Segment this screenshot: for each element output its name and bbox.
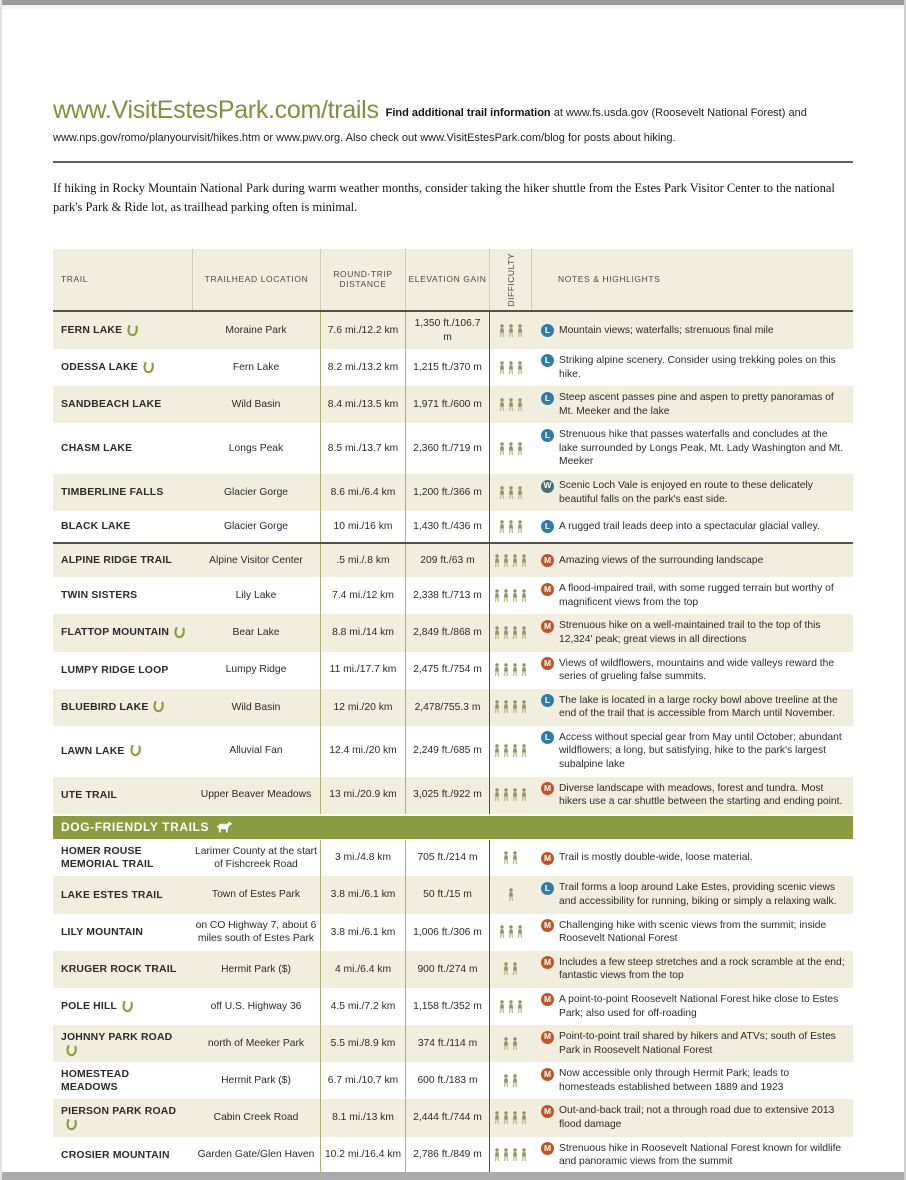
hiker-icon — [511, 700, 519, 714]
note-text: Challenging hike with scenic views from the summit; inside Roosevelt National Forest — [559, 919, 827, 945]
round-trip-distance: 3 mi./4.8 km — [320, 840, 405, 877]
elevation-gain: 3,025 ft./922 m — [405, 777, 489, 814]
elevation-gain: 2,475 ft./754 m — [405, 652, 489, 689]
round-trip-distance: 12 mi./20 km — [320, 689, 405, 726]
hiker-icon — [502, 1148, 510, 1162]
trailhead-location: Moraine Park — [225, 324, 287, 336]
hiker-icon — [498, 1000, 506, 1014]
hiker-icon — [498, 361, 506, 375]
hiker-icon — [507, 888, 515, 902]
trailhead-location: Wild Basin — [231, 701, 281, 713]
table-row — [53, 652, 853, 689]
note-text: Amazing views of the surrounding landscape — [559, 554, 764, 566]
find-info-text: at www.fs.usda.gov (Roosevelt National Forest) and www.nps.gov/romo/planyourvisit/hikes.htm or www.pwv.org. Also check out www.VisitEstesPark.com/blog for posts about hiking. — [53, 107, 807, 144]
page-content — [2, 92, 904, 1176]
hiker-icon — [507, 925, 515, 939]
category-badge-M: M — [541, 993, 554, 1006]
round-trip-distance: 10 mi./16 km — [320, 511, 405, 542]
table-row — [53, 614, 853, 651]
hiker-icon — [498, 324, 506, 338]
round-trip-distance: 5.5 mi./8.9 km — [320, 1025, 405, 1062]
trailhead-location: Town of Estes Park — [211, 889, 301, 901]
category-badge-L: L — [541, 354, 554, 367]
horseshoe-icon — [120, 1000, 134, 1013]
notes-cell — [531, 652, 853, 689]
trailhead-location: Bear Lake — [232, 627, 280, 639]
trail-name: LAWN LAKE — [53, 726, 192, 777]
round-trip-distance: 8.4 mi./13.5 km — [320, 386, 405, 423]
hiker-icon — [502, 1074, 510, 1088]
hiker-icon — [502, 663, 510, 677]
table-row — [53, 689, 853, 726]
table-row — [53, 1062, 853, 1099]
table-row — [53, 386, 853, 423]
table-row — [53, 577, 853, 614]
trail-name: FLATTOP MOUNTAIN — [53, 614, 192, 651]
hiker-icon — [516, 398, 524, 412]
note-text: A rugged trail leads deep into a spectacular glacial valley. — [559, 520, 820, 532]
hiker-icon — [498, 925, 506, 939]
note-text: Strenuous hike in Roosevelt National Forest known for wildlife and panoramic views from the summit — [559, 1142, 842, 1168]
elevation-gain: 1,215 ft./370 m — [405, 349, 489, 386]
trailhead-location: Fern Lake — [232, 361, 280, 373]
hiker-icon — [507, 486, 515, 500]
difficulty-rating — [489, 577, 531, 614]
hiker-icon — [520, 589, 528, 603]
round-trip-distance: 6.7 mi./10.7 km — [320, 1062, 405, 1099]
category-badge-M: M — [541, 657, 554, 670]
difficulty-rating — [489, 951, 531, 988]
hiker-icon — [520, 744, 528, 758]
elevation-gain: 2,249 ft./685 m — [405, 726, 489, 777]
hiker-icon — [502, 1037, 510, 1051]
dog-friendly-section-header — [53, 816, 853, 839]
trailhead-location: Larimer County at the start of Fishcreek Road — [195, 845, 317, 871]
header-notes-highlights: NOTES & HIGHLIGHTS — [531, 249, 853, 310]
table-row — [53, 1137, 853, 1174]
trailhead-location: Wild Basin — [231, 399, 281, 411]
hiker-icon — [502, 700, 510, 714]
note-text: Access without special gear from May until October; abundant wildflowers; a long, but satisfying, hike to the park's largest subalpine lake — [559, 731, 842, 770]
trailhead-location: Garden Gate/Glen Haven — [197, 1149, 315, 1161]
round-trip-distance: 8.2 mi./13.2 km — [320, 349, 405, 386]
trail-name: FERN LAKE — [53, 312, 192, 349]
note-text: Striking alpine scenery. Consider using trekking poles on this hike. — [559, 354, 836, 380]
round-trip-distance: 4.5 mi./7.2 km — [320, 988, 405, 1025]
category-badge-L: L — [541, 694, 554, 707]
elevation-gain: 50 ft./15 m — [405, 876, 489, 913]
trailhead-location: off U.S. Highway 36 — [210, 1000, 302, 1012]
hiker-icon — [502, 1111, 510, 1125]
notes-cell — [531, 544, 853, 577]
horseshoe-icon — [152, 701, 166, 714]
hiker-icon — [507, 442, 515, 456]
category-badge-M: M — [541, 1105, 554, 1118]
notes-cell — [531, 840, 853, 877]
round-trip-distance: 13 mi./20.9 km — [320, 777, 405, 814]
trailhead-location: Lily Lake — [235, 590, 277, 602]
note-text: Out-and-back trail; not a through road due to extensive 2013 flood damage — [559, 1105, 835, 1130]
hiker-icon — [493, 554, 501, 568]
category-badge-M: M — [541, 852, 554, 865]
hiker-icon — [493, 589, 501, 603]
notes-cell — [531, 876, 853, 913]
note-text: Strenuous hike on a well-maintained trail to the top of this 12,324' peak; great views in all directions — [559, 620, 821, 645]
hiker-icon — [498, 520, 506, 534]
hiker-icon — [516, 520, 524, 534]
category-badge-M: M — [541, 1068, 554, 1081]
note-text: Steep ascent passes pine and aspen to pretty panoramas of Mt. Meeker and the lake — [559, 392, 834, 417]
trailhead-location: Hermit Park ($) — [221, 1075, 291, 1087]
table-row — [53, 876, 853, 913]
category-badge-M: M — [541, 1142, 554, 1155]
hiker-icon — [507, 1000, 515, 1014]
hiker-icon — [502, 788, 510, 802]
bottom-edge-bar — [2, 1172, 904, 1180]
hiker-icon — [502, 554, 510, 568]
hiker-icon — [511, 1111, 519, 1125]
hiker-icon — [493, 700, 501, 714]
elevation-gain: 1,971 ft./600 m — [405, 386, 489, 423]
hiker-icon — [511, 1037, 519, 1051]
trail-table — [53, 249, 853, 1176]
difficulty-rating — [489, 876, 531, 913]
hiker-icon — [516, 324, 524, 338]
trailhead-location: north of Meeker Park — [207, 1037, 305, 1049]
note-text: Mountain views; waterfalls; strenuous final mile — [559, 324, 774, 336]
trailhead-location: Hermit Park ($) — [221, 963, 291, 975]
hiker-icon — [498, 486, 506, 500]
round-trip-distance: 7.6 mi./12.2 km — [320, 312, 405, 349]
elevation-gain: 1,200 ft./366 m — [405, 474, 489, 511]
category-badge-M: M — [541, 583, 554, 596]
trailhead-location: Cabin Creek Road — [213, 1112, 299, 1124]
difficulty-rating — [489, 1099, 531, 1136]
round-trip-distance: 8.8 mi./14 km — [320, 614, 405, 651]
notes-cell — [531, 511, 853, 542]
elevation-gain: 2,360 ft./719 m — [405, 423, 489, 474]
hiker-icon — [520, 700, 528, 714]
hiker-icon — [507, 520, 515, 534]
difficulty-rating — [489, 914, 531, 951]
trail-name: BLACK LAKE — [61, 521, 131, 533]
notes-cell — [531, 312, 853, 349]
note-text: Now accessible only through Hermit Park; leads to homesteads established between 1889 and 1923 — [559, 1068, 790, 1093]
notes-cell — [531, 1137, 853, 1174]
hiker-icon — [498, 442, 506, 456]
round-trip-distance: 3.8 mi./6.1 km — [320, 876, 405, 913]
trail-name: BLUEBIRD LAKE — [53, 689, 192, 726]
hiker-icon — [507, 398, 515, 412]
table-row — [53, 423, 853, 474]
round-trip-distance: .5 mi./.8 km — [320, 544, 405, 577]
header-trail: TRAIL — [61, 274, 89, 285]
main-trail-rows — [53, 312, 853, 813]
category-badge-L: L — [541, 731, 554, 744]
difficulty-rating — [489, 423, 531, 474]
difficulty-rating — [489, 689, 531, 726]
trail-name: TWIN SISTERS — [61, 590, 138, 602]
hiker-icon — [502, 744, 510, 758]
hiker-icon — [507, 324, 515, 338]
difficulty-rating — [489, 511, 531, 542]
trailhead-location: Glacier Gorge — [223, 486, 289, 498]
round-trip-distance: 8.6 mi./6.4 km — [320, 474, 405, 511]
dog-friendly-rows — [53, 840, 853, 1176]
trail-name: JOHNNY PARK ROAD — [53, 1025, 192, 1062]
horseshoe-icon — [128, 745, 142, 758]
table-row — [53, 544, 853, 577]
difficulty-rating — [489, 386, 531, 423]
elevation-gain: 1,350 ft./106.7 m — [405, 312, 489, 349]
hiker-icon — [502, 851, 510, 865]
category-badge-M: M — [541, 1031, 554, 1044]
elevation-gain: 600 ft./183 m — [405, 1062, 489, 1099]
hiker-icon — [507, 361, 515, 375]
elevation-gain: 2,849 ft./868 m — [405, 614, 489, 651]
category-badge-M: M — [541, 956, 554, 969]
note-text: Point-to-point trail shared by hikers and ATVs; south of Estes Park in Roosevelt National Forest — [559, 1031, 836, 1056]
difficulty-rating — [489, 312, 531, 349]
trailhead-location: Longs Peak — [228, 442, 284, 454]
horseshoe-icon — [141, 361, 155, 374]
elevation-gain: 2,786 ft./849 m — [405, 1137, 489, 1174]
hiker-icon — [520, 1148, 528, 1162]
notes-cell — [531, 914, 853, 951]
horseshoe-icon — [64, 1118, 78, 1131]
trail-name: CHASM LAKE — [61, 443, 133, 455]
hiker-icon — [502, 962, 510, 976]
hiker-icon — [498, 398, 506, 412]
trail-name: SANDBEACH LAKE — [61, 399, 162, 411]
trail-name: LUMPY RIDGE LOOP — [61, 664, 169, 676]
category-badge-L: L — [541, 324, 554, 337]
table-row — [53, 777, 853, 814]
trailhead-location: Glacier Gorge — [223, 521, 289, 532]
notes-cell — [531, 777, 853, 814]
hiker-icon — [493, 788, 501, 802]
table-row — [53, 474, 853, 511]
note-text: Diverse landscape with meadows, forest and tundra. Most hikers use a car shuttle between the starting and ending point. — [559, 782, 843, 808]
elevation-gain: 2,338 ft./713 m — [405, 577, 489, 614]
hiker-icon — [502, 589, 510, 603]
elevation-gain: 209 ft./63 m — [405, 544, 489, 577]
header-difficulty: DIFFICULTY — [489, 249, 531, 310]
table-header-row — [53, 249, 853, 312]
category-badge-L: L — [541, 392, 554, 405]
trail-name: LILY MOUNTAIN — [61, 926, 144, 938]
table-row — [53, 951, 853, 988]
elevation-gain: 900 ft./274 m — [405, 951, 489, 988]
top-edge-shadow — [2, 5, 904, 9]
notes-cell — [531, 474, 853, 511]
category-badge-M: M — [541, 554, 554, 567]
category-badge-L: L — [541, 520, 554, 533]
round-trip-distance: 4 mi./6.4 km — [320, 951, 405, 988]
note-text: A point-to-point Roosevelt National Forest hike close to Estes Park; also used for off-roading — [559, 993, 839, 1019]
table-row — [53, 988, 853, 1025]
category-badge-L: L — [541, 882, 554, 895]
difficulty-rating — [489, 1025, 531, 1062]
hiker-icon — [493, 1111, 501, 1125]
hiker-icon — [511, 962, 519, 976]
elevation-gain: 2,478/755.3 m — [405, 689, 489, 726]
note-text: Trail is mostly double-wide, loose material. — [559, 852, 753, 864]
notes-cell — [531, 988, 853, 1025]
round-trip-distance: 10.2 mi./16.4 km — [320, 1137, 405, 1174]
hiker-icon — [516, 442, 524, 456]
round-trip-distance: 12.4 mi./20 km — [320, 726, 405, 777]
elevation-gain: 1,006 ft./306 m — [405, 914, 489, 951]
category-badge-W: W — [541, 480, 554, 493]
difficulty-rating — [489, 988, 531, 1025]
trail-name: TIMBERLINE FALLS — [61, 487, 164, 499]
notes-cell — [531, 577, 853, 614]
trailhead-location: Lumpy Ridge — [225, 664, 287, 676]
elevation-gain: 1,158 ft./352 m — [405, 988, 489, 1025]
difficulty-rating — [489, 1137, 531, 1174]
hiker-icon — [511, 626, 519, 640]
hiker-icon — [520, 554, 528, 568]
page-title: www.VisitEstesPark.com/trails — [53, 96, 379, 124]
trail-name: POLE HILL — [53, 988, 192, 1025]
header-elevation-gain: ELEVATION GAIN — [405, 249, 489, 310]
trailhead-location: on CO Highway 7, about 6 miles south of Estes Park — [195, 919, 317, 945]
trailhead-location: Alpine Visitor Center — [209, 555, 303, 566]
dog-icon — [216, 821, 233, 834]
note-text: The lake is located in a large rocky bowl above treeline at the end of the trail that is accessible from March until November. — [559, 694, 838, 720]
hiker-icon — [493, 626, 501, 640]
difficulty-rating — [489, 1062, 531, 1099]
hiker-icon — [511, 1074, 519, 1088]
difficulty-rating — [489, 614, 531, 651]
hiker-icon — [516, 1000, 524, 1014]
notes-cell — [531, 1099, 853, 1136]
horseshoe-icon — [64, 1044, 78, 1057]
horseshoe-icon — [126, 324, 140, 337]
horseshoe-icon — [172, 626, 186, 639]
dog-friendly-label: DOG-FRIENDLY TRAILS — [61, 820, 210, 835]
note-text: A flood-impaired trail, with some rugged terrain but worthy of magnificent views from the top — [559, 583, 834, 608]
hiker-icon — [502, 626, 510, 640]
elevation-gain: 705 ft./214 m — [405, 840, 489, 877]
hiker-icon — [516, 925, 524, 939]
difficulty-rating — [489, 652, 531, 689]
hiker-icon — [511, 663, 519, 677]
trail-name: CROSIER MOUNTAIN — [61, 1149, 170, 1161]
intro-paragraph: If hiking in Rocky Mountain National Park during warm weather months, consider taking the hiker shuttle from the Estes Park Visitor Center to the national park's Park & Ride lot, as trailhead parking often is minimal. — [53, 181, 835, 215]
round-trip-distance: 8.5 mi./13.7 km — [320, 423, 405, 474]
hiker-icon — [511, 851, 519, 865]
round-trip-distance: 11 mi./17.7 km — [320, 652, 405, 689]
hiker-icon — [493, 1148, 501, 1162]
notes-cell — [531, 1062, 853, 1099]
hiker-icon — [520, 626, 528, 640]
category-badge-M: M — [541, 919, 554, 932]
notes-cell — [531, 614, 853, 651]
hiker-icon — [511, 744, 519, 758]
difficulty-rating — [489, 726, 531, 777]
trail-name: UTE TRAIL — [61, 789, 118, 801]
notes-cell — [531, 951, 853, 988]
notes-cell — [531, 386, 853, 423]
table-row — [53, 914, 853, 951]
trail-name: PIERSON PARK ROAD — [53, 1099, 192, 1136]
hiker-icon — [520, 1111, 528, 1125]
hiker-icon — [520, 663, 528, 677]
round-trip-distance: 3.8 mi./6.1 km — [320, 914, 405, 951]
elevation-gain: 374 ft./114 m — [405, 1025, 489, 1062]
find-info-lead: Find additional trail information — [385, 107, 551, 119]
table-row — [53, 726, 853, 777]
table-row — [53, 1099, 853, 1136]
difficulty-rating — [489, 840, 531, 877]
notes-cell — [531, 689, 853, 726]
trail-name: KRUGER ROCK TRAIL — [61, 963, 177, 975]
hiker-icon — [511, 589, 519, 603]
table-row — [53, 1025, 853, 1062]
table-row — [53, 840, 853, 877]
notes-cell — [531, 726, 853, 777]
hiker-icon — [493, 744, 501, 758]
trail-name: LAKE ESTES TRAIL — [61, 889, 163, 901]
note-text: Trail forms a loop around Lake Estes, providing scenic views and accessibility for running, biking or simply a relaxing walk. — [559, 882, 837, 908]
difficulty-rating — [489, 777, 531, 814]
header-round-trip-distance: ROUND-TRIP DISTANCE — [320, 249, 405, 310]
hiker-icon — [516, 361, 524, 375]
table-row — [53, 349, 853, 386]
hiker-icon — [493, 663, 501, 677]
note-text: Scenic Loch Vale is enjoyed en route to these delicately beautiful falls on the park's east side. — [559, 480, 813, 505]
category-badge-L: L — [541, 429, 554, 442]
trailhead-location: Alluvial Fan — [229, 745, 283, 757]
notes-cell — [531, 1025, 853, 1062]
hiker-icon — [516, 486, 524, 500]
trail-name: HOMESTEAD MEADOWS — [61, 1068, 130, 1093]
elevation-gain: 1,430 ft./436 m — [405, 511, 489, 542]
notes-cell — [531, 349, 853, 386]
round-trip-distance: 7.4 mi./12 km — [320, 577, 405, 614]
note-text: Includes a few steep stretches and a rock scramble at the end; fantastic views from the top — [559, 956, 845, 982]
table-row — [53, 312, 853, 349]
hiker-icon — [511, 788, 519, 802]
header-trailhead-location: TRAILHEAD LOCATION — [192, 249, 320, 310]
category-badge-M: M — [541, 620, 554, 633]
divider-rule — [53, 161, 853, 163]
round-trip-distance: 8.1 mi./13 km — [320, 1099, 405, 1136]
difficulty-rating — [489, 474, 531, 511]
elevation-gain: 2,444 ft./744 m — [405, 1099, 489, 1136]
notes-cell — [531, 423, 853, 474]
table-row — [53, 511, 853, 544]
trail-name: ALPINE RIDGE TRAIL — [61, 555, 172, 567]
difficulty-rating — [489, 349, 531, 386]
note-text: Views of wildflowers, mountains and wide valleys reward the series of grueling false summits. — [559, 657, 835, 683]
masthead — [53, 92, 853, 146]
trail-name: HOMER ROUSE MEMORIAL TRAIL — [61, 846, 154, 871]
hiker-icon — [511, 554, 519, 568]
hiker-icon — [511, 1148, 519, 1162]
hiker-icon — [520, 788, 528, 802]
note-text: Strenuous hike that passes waterfalls and concludes at the lake surrounded by Longs Peak, Mt. Lady Washington and Mt. Meeker — [559, 429, 844, 468]
trailhead-location: Upper Beaver Meadows — [200, 789, 312, 801]
difficulty-rating — [489, 544, 531, 577]
trail-name: ODESSA LAKE — [53, 349, 192, 386]
category-badge-M: M — [541, 782, 554, 795]
